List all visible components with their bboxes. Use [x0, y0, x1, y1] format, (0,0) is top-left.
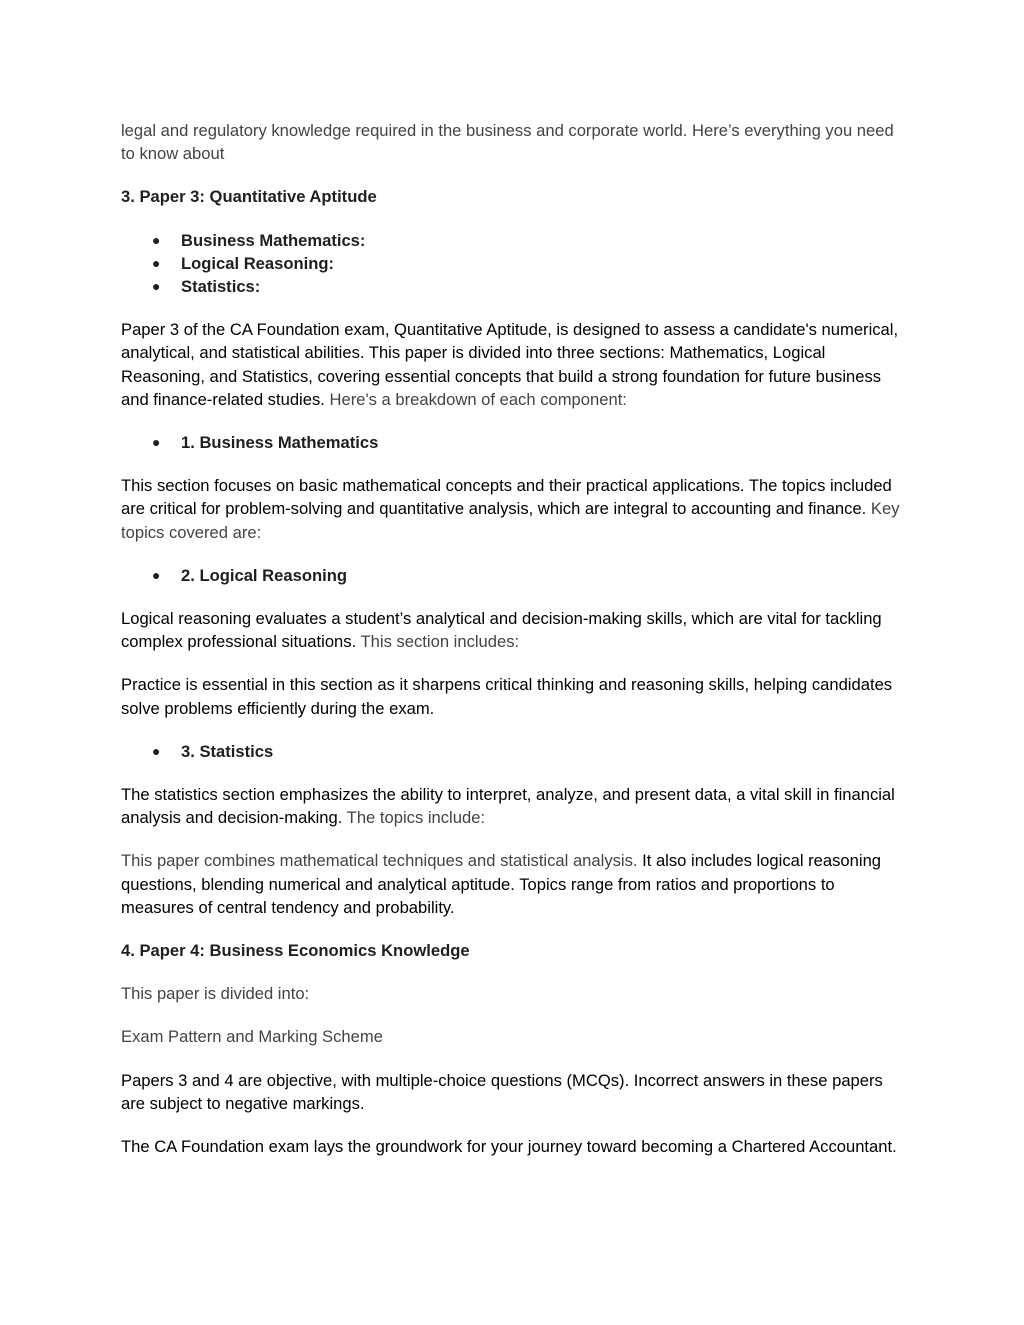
exam-pattern-title: Exam Pattern and Marking Scheme [121, 1027, 383, 1047]
section-text-main: Logical reasoning evaluates a student’s analytical and decision-making skills, which are vital for tackling complex professional situations. [121, 609, 882, 652]
summary-rest: It also includes logical reasoning questions, blending numerical and analytical aptitude. Topics range from ratios and proportions to measures of central tendency and probability. [121, 851, 882, 917]
document-page [121, 119, 906, 1178]
paper3-subject-list [121, 229, 906, 299]
section-text-main: The statistics section emphasizes the ability to interpret, analyze, and present data, a vital skill in financial analysis and decision-making. [121, 785, 895, 828]
bullet-icon: ● [152, 434, 161, 451]
list-item [121, 431, 906, 454]
paper4-heading: 4. Paper 4: Business Economics Knowledge [121, 941, 470, 961]
intro-paragraph: legal and regulatory knowledge required in the business and corporate world. Here’s everything you need to know about [121, 121, 894, 164]
maths-section-text [121, 474, 906, 544]
list-item [121, 740, 906, 763]
closing-paragraph: The CA Foundation exam lays the groundwork for your journey toward becoming a Chartered Accountant. [121, 1137, 897, 1157]
statistics-section-text [121, 783, 906, 829]
list-item [121, 275, 906, 298]
bullet-icon: ● [152, 566, 161, 583]
summary-lead: This paper combines mathematical techniques and statistical analysis. [121, 851, 638, 871]
list-item [121, 252, 906, 275]
section-title: 2. Logical Reasoning [181, 565, 347, 585]
bullet-icon: ● [152, 278, 161, 295]
description-main: Paper 3 of the CA Foundation exam, Quantitative Aptitude, is designed to assess a candidate's numerical, analytical, and statistical abilities. This paper is divided into three sections: Mathematics, Logical Reasoning, and Statistics, covering essential concepts that build a strong foundation for future business and finance-related studies. [121, 320, 899, 409]
section-text-tail: The topics include: [342, 808, 486, 828]
description-tail: Here's a breakdown of each component: [324, 389, 627, 409]
subject-label: Business Mathematics: [181, 230, 366, 250]
bullet-icon: ● [152, 231, 161, 248]
paper4-divided-text: This paper is divided into: [121, 984, 310, 1004]
reasoning-section-heading [121, 564, 906, 587]
exam-pattern-text: Papers 3 and 4 are objective, with multiple-choice questions (MCQs). Incorrect answers in these papers are subject to negative markings. [121, 1070, 883, 1113]
reasoning-practice-text: Practice is essential in this section as it sharpens critical thinking and reasoning skills, helping candidates solve problems efficiently during the exam. [121, 675, 893, 718]
section-title: 3. Statistics [181, 741, 274, 761]
list-item [121, 564, 906, 587]
list-item [121, 229, 906, 252]
bullet-icon: ● [152, 254, 161, 271]
section-text-tail: This section includes: [356, 632, 520, 652]
section-text-main: This section focuses on basic mathematical concepts and their practical applications. The topics included are critical for problem-solving and quantitative analysis, which are integral to accounting and finance. [121, 476, 892, 519]
paper3-description [121, 318, 906, 411]
section-title: 1. Business Mathematics [181, 433, 379, 453]
paper3-summary [121, 849, 906, 919]
maths-section-heading [121, 431, 906, 454]
bullet-icon: ● [152, 742, 161, 759]
paper3-heading: 3. Paper 3: Quantitative Aptitude [121, 187, 377, 207]
subject-label: Statistics: [181, 277, 261, 297]
subject-label: Logical Reasoning: [181, 253, 335, 273]
statistics-section-heading [121, 740, 906, 763]
reasoning-section-text [121, 607, 906, 653]
section-text-tail: Key topics covered are: [121, 499, 900, 542]
